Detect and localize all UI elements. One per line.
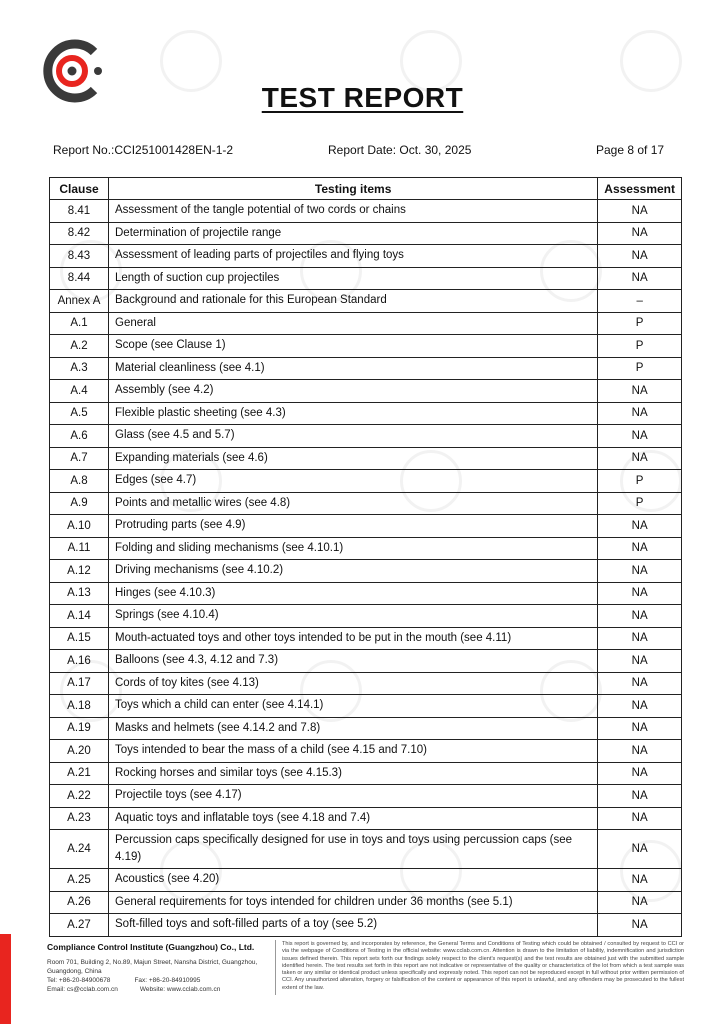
row-testing-item: Folding and sliding mechanisms (see 4.10.1) [109, 537, 598, 560]
table-row [50, 717, 682, 740]
row-clause: 8.42 [50, 222, 109, 245]
row-testing-item: Glass (see 4.5 and 5.7) [109, 425, 598, 448]
row-clause: A.25 [50, 869, 109, 892]
testing-items-table [49, 177, 682, 937]
row-clause: A.17 [50, 672, 109, 695]
header-assessment: Assessment [598, 178, 682, 200]
row-assessment: NA [598, 605, 682, 628]
footer-company-name: Compliance Control Institute (Guangzhou) Co., Ltd. [47, 942, 255, 952]
row-testing-item: Percussion caps specifically designed for use in toys and toys using percussion caps (see 4.19) [109, 830, 598, 869]
row-assessment: – [598, 290, 682, 313]
row-clause: A.5 [50, 402, 109, 425]
row-assessment: NA [598, 200, 682, 223]
row-clause: 8.41 [50, 200, 109, 223]
row-testing-item: Springs (see 4.10.4) [109, 605, 598, 628]
row-testing-item: Assessment of the tangle potential of two cords or chains [109, 200, 598, 223]
row-assessment: P [598, 335, 682, 358]
table-row [50, 245, 682, 268]
row-testing-item: Flexible plastic sheeting (see 4.3) [109, 402, 598, 425]
row-testing-item: Masks and helmets (see 4.14.2 and 7.8) [109, 717, 598, 740]
row-testing-item: Toys intended to bear the mass of a child (see 4.15 and 7.10) [109, 740, 598, 763]
report-number: Report No.:CCI251001428EN-1-2 [53, 143, 234, 157]
row-clause: A.11 [50, 537, 109, 560]
row-testing-item: Cords of toy kites (see 4.13) [109, 672, 598, 695]
table-row [50, 869, 682, 892]
table-row [50, 537, 682, 560]
table-row [50, 891, 682, 914]
row-clause: A.22 [50, 785, 109, 808]
row-testing-item: Toys which a child can enter (see 4.14.1) [109, 695, 598, 718]
row-testing-item: Edges (see 4.7) [109, 470, 598, 493]
row-assessment: NA [598, 222, 682, 245]
row-testing-item: Aquatic toys and inflatable toys (see 4.18 and 7.4) [109, 807, 598, 830]
row-assessment: P [598, 470, 682, 493]
row-assessment: P [598, 492, 682, 515]
row-clause: A.8 [50, 470, 109, 493]
header-testing-items: Testing items [109, 178, 598, 200]
row-testing-item: Length of suction cup projectiles [109, 267, 598, 290]
row-assessment: NA [598, 740, 682, 763]
row-assessment: NA [598, 914, 682, 937]
footer-address [47, 958, 272, 994]
row-clause: A.2 [50, 335, 109, 358]
table-row [50, 672, 682, 695]
row-testing-item: Points and metallic wires (see 4.8) [109, 492, 598, 515]
table-row [50, 582, 682, 605]
row-testing-item: Projectile toys (see 4.17) [109, 785, 598, 808]
row-clause: A.13 [50, 582, 109, 605]
row-clause: A.7 [50, 447, 109, 470]
row-assessment: NA [598, 402, 682, 425]
row-testing-item: Background and rationale for this European Standard [109, 290, 598, 313]
table-row [50, 914, 682, 937]
row-clause: A.18 [50, 695, 109, 718]
table-row [50, 830, 682, 869]
header-clause: Clause [50, 178, 109, 200]
row-clause: A.1 [50, 312, 109, 335]
row-clause: A.6 [50, 425, 109, 448]
table-row [50, 740, 682, 763]
row-testing-item: General [109, 312, 598, 335]
footer-divider [275, 940, 276, 995]
row-assessment: NA [598, 650, 682, 673]
table-row [50, 200, 682, 223]
row-testing-item: Hinges (see 4.10.3) [109, 582, 598, 605]
table-row [50, 380, 682, 403]
row-clause: A.12 [50, 560, 109, 583]
row-assessment: NA [598, 717, 682, 740]
table-row [50, 785, 682, 808]
row-testing-item: Scope (see Clause 1) [109, 335, 598, 358]
table-row [50, 357, 682, 380]
table-row [50, 492, 682, 515]
row-clause: A.26 [50, 891, 109, 914]
table-row [50, 650, 682, 673]
row-assessment: NA [598, 245, 682, 268]
row-testing-item: Rocking horses and similar toys (see 4.15.3) [109, 762, 598, 785]
row-testing-item: Determination of projectile range [109, 222, 598, 245]
table-header-row [50, 178, 682, 200]
row-testing-item: Acoustics (see 4.20) [109, 869, 598, 892]
table-row [50, 425, 682, 448]
footer-website: Website: www.cclab.com.cn [139, 986, 221, 993]
footer-tel: Tel: +86-20-84900678 [47, 977, 111, 984]
row-assessment: NA [598, 380, 682, 403]
footer-legal-notice: This report is governed by, and incorporates by reference, the General Terms and Conditions of Testing which could be obtained / consulted by request to CCI or via the webpage of Conditions of Testing in the official website: www.cclab.com.cn. Attention is drawn to the limitation of liability, indemnification and jurisdiction issues defined therein. This report sets forth our findings solely respect to the client's request(s) and the test results are obtained just with the submitted sample identified herein. The test results set forth in this report are not indicative or representative of the quality or characteristics of the lot from which a test sample was taken or any similar or identical product unless specifically and expressly noted. This report can not be reproduced except in full without prior written permission of CCI. Any unauthorized alteration, forgery or falsification of the content or appearance of this report is unlawful, and any offenders may be prosecuted to the fullest extent of the law. [282, 941, 684, 991]
address-line: Guangdong, China [47, 968, 102, 975]
row-clause: A.10 [50, 515, 109, 538]
row-assessment: NA [598, 830, 682, 869]
row-assessment: NA [598, 425, 682, 448]
row-clause: A.15 [50, 627, 109, 650]
row-testing-item: Material cleanliness (see 4.1) [109, 357, 598, 380]
row-testing-item: Assessment of leading parts of projectiles and flying toys [109, 245, 598, 268]
row-clause: A.14 [50, 605, 109, 628]
table-row [50, 807, 682, 830]
table-row [50, 695, 682, 718]
row-testing-item: Assembly (see 4.2) [109, 380, 598, 403]
table-row [50, 335, 682, 358]
row-testing-item: Expanding materials (see 4.6) [109, 447, 598, 470]
row-assessment: NA [598, 267, 682, 290]
table-row [50, 605, 682, 628]
table-row [50, 312, 682, 335]
page-number: Page 8 of 17 [596, 143, 665, 157]
row-testing-item: Balloons (see 4.3, 4.12 and 7.3) [109, 650, 598, 673]
row-testing-item: Soft-filled toys and soft-filled parts of a toy (see 5.2) [109, 914, 598, 937]
row-assessment: NA [598, 447, 682, 470]
row-assessment: NA [598, 582, 682, 605]
table-row [50, 222, 682, 245]
row-assessment: P [598, 312, 682, 335]
footer-fax: Fax: +86-20-84910995 [134, 977, 201, 984]
row-testing-item: General requirements for toys intended for children under 36 months (see 5.1) [109, 891, 598, 914]
row-assessment: NA [598, 560, 682, 583]
row-clause: A.3 [50, 357, 109, 380]
row-assessment: NA [598, 627, 682, 650]
row-clause: A.23 [50, 807, 109, 830]
row-clause: A.19 [50, 717, 109, 740]
row-clause: A.16 [50, 650, 109, 673]
row-assessment: NA [598, 891, 682, 914]
row-clause: Annex A [50, 290, 109, 313]
table-row [50, 290, 682, 313]
side-accent-bar [0, 934, 11, 1024]
row-assessment: P [598, 357, 682, 380]
table-row [50, 627, 682, 650]
table-row [50, 402, 682, 425]
row-testing-item: Protruding parts (see 4.9) [109, 515, 598, 538]
address-line: Room 701, Building 2, No.89, Majun Street, Nansha District, Guangzhou, [47, 959, 258, 966]
row-clause: A.27 [50, 914, 109, 937]
row-testing-item: Driving mechanisms (see 4.10.2) [109, 560, 598, 583]
row-assessment: NA [598, 762, 682, 785]
row-clause: 8.43 [50, 245, 109, 268]
row-assessment: NA [598, 672, 682, 695]
report-date: Report Date: Oct. 30, 2025 [328, 143, 472, 157]
row-testing-item: Mouth-actuated toys and other toys intended to be put in the mouth (see 4.11) [109, 627, 598, 650]
row-clause: A.4 [50, 380, 109, 403]
row-assessment: NA [598, 869, 682, 892]
row-assessment: NA [598, 537, 682, 560]
row-clause: A.21 [50, 762, 109, 785]
row-assessment: NA [598, 807, 682, 830]
row-assessment: NA [598, 515, 682, 538]
row-clause: A.20 [50, 740, 109, 763]
table-row [50, 267, 682, 290]
row-assessment: NA [598, 785, 682, 808]
row-clause: 8.44 [50, 267, 109, 290]
row-assessment: NA [598, 695, 682, 718]
row-clause: A.9 [50, 492, 109, 515]
page-title: TEST REPORT [261, 82, 464, 113]
row-clause: A.24 [50, 830, 109, 869]
table-row [50, 447, 682, 470]
table-row [50, 560, 682, 583]
table-row [50, 515, 682, 538]
table-row [50, 470, 682, 493]
table-row [50, 762, 682, 785]
footer-email: Email: cs@cclab.com.cn [47, 986, 118, 993]
